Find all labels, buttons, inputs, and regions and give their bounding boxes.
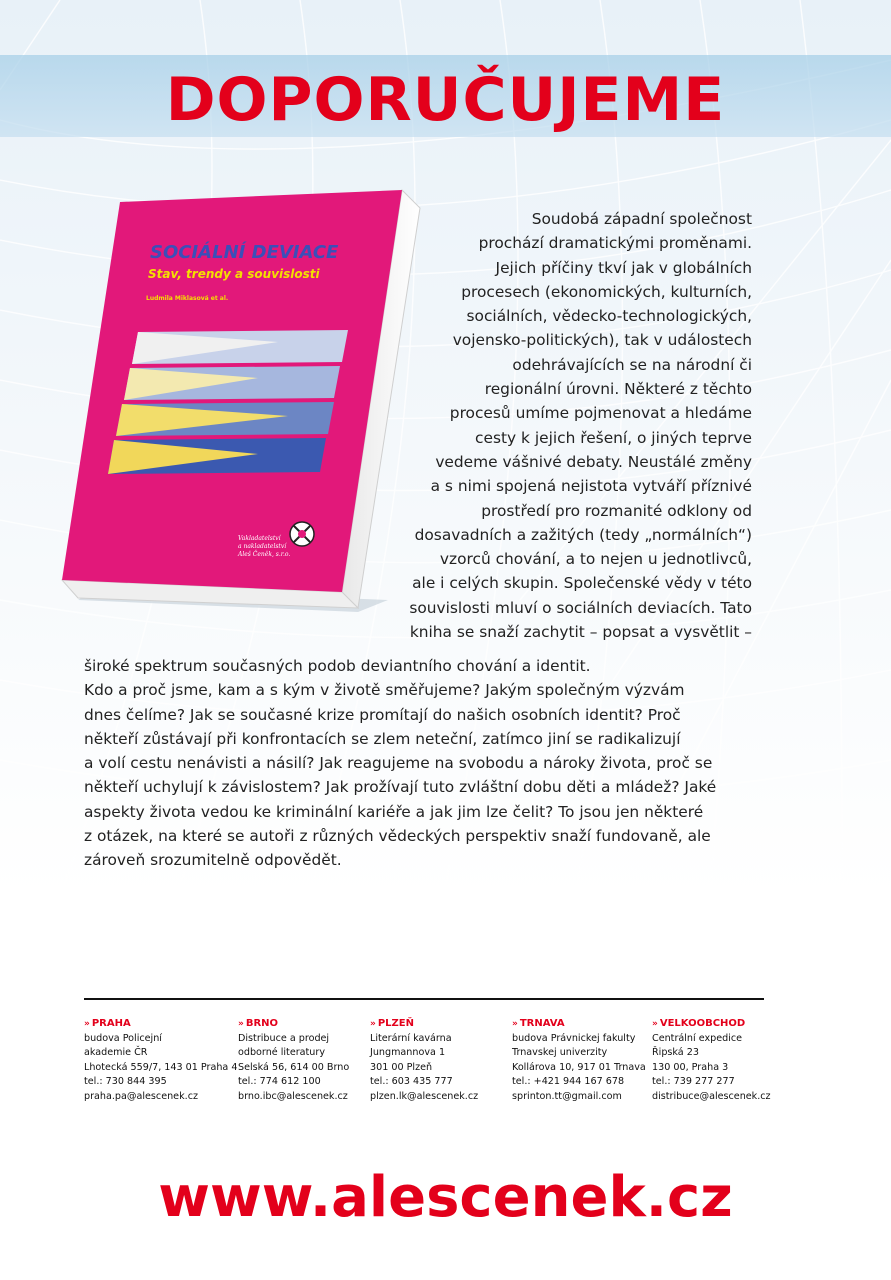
contact-line: Literární kavárna [370, 1032, 452, 1044]
contact-email[interactable]: praha.pa@alescenek.cz [84, 1090, 199, 1102]
book-title: SOCIÁLNÍ DEVIACE [150, 242, 339, 263]
description-line: a volí cestu nenávisti a násilí? Jak reagujeme na svobodu a nároky života, proč se [84, 754, 713, 773]
description-line: někteří zůstávají při konfrontacích se zlem neteční, zatímco jiní se radikalizují [84, 729, 681, 748]
contact-line: Jungmannova 1 [370, 1047, 446, 1058]
contact-line: 301 00 Plzeň [370, 1061, 433, 1073]
contact-email[interactable]: plzen.lk@alescenek.cz [370, 1090, 479, 1102]
description-line: dosavadních a zažitých (tedy „normálních“) [414, 525, 752, 544]
description-line: odehrávajících se na národní či [512, 355, 752, 374]
contact-velkoobchod [652, 1017, 771, 1104]
description-line: zároveň srozumitelně odpovědět. [84, 851, 342, 870]
description-line: prostředí pro rozmanité odklony od [481, 501, 752, 520]
description-line: vedeme vášnivé debaty. Neustálé změny [435, 452, 752, 471]
description-wrapped [380, 207, 752, 644]
contact-city: PLZEŇ [377, 1018, 414, 1029]
book-cover-image [58, 182, 428, 614]
contact-line: tel.: +421 944 167 678 [512, 1076, 625, 1087]
contact-line: tel.: 603 435 777 [370, 1076, 453, 1087]
contacts-divider [84, 998, 764, 1000]
chevron-right-icon: » [512, 1019, 518, 1029]
description-line: vojensko-politických), tak v událostech [452, 331, 752, 350]
description-line: Soudobá západní společnost [531, 210, 752, 228]
contact-line: odborné literatury [238, 1047, 326, 1058]
contact-line: budova Právnickej fakulty [512, 1032, 636, 1044]
description-line: kniha se snaží zachytit – popsat a vysvětlit – [409, 623, 752, 642]
description-line: a s nimi spojená nejistota vytváří příznivé [430, 477, 752, 496]
contact-line: budova Policejní [84, 1032, 162, 1044]
description-line: sociálních, vědecko-technologických, [466, 307, 752, 326]
contact-line: tel.: 730 844 395 [84, 1076, 167, 1087]
contact-city: PRAHA [91, 1018, 131, 1029]
contact-city: VELKOOBCHOD [659, 1018, 746, 1029]
book-authors: Ludmila Miklasová et al. [146, 295, 229, 302]
contact-line: Centrální expedice [652, 1032, 743, 1044]
website-link[interactable]: www.alescenek.cz [158, 1165, 733, 1230]
description-line: vzorců chování, a to nejen u jednotlivců, [439, 550, 752, 569]
contact-city: TRNAVA [519, 1018, 565, 1029]
publisher-logo-icon [290, 522, 314, 546]
description-full-width [84, 654, 756, 873]
description-line: dnes čelíme? Jak se současné krize promítají do našich osobních identit? Proč [84, 705, 681, 724]
description-line: aspekty života vedou ke kriminální kariéře a jak jim lze čelit? To jsou jen některé [84, 802, 704, 821]
contact-plzen [370, 1017, 478, 1104]
page-heading: DOPORUČUJEME [165, 65, 726, 135]
contact-line: Selská 56, 614 00 Brno [238, 1061, 350, 1073]
contact-email[interactable]: distribuce@alescenek.cz [652, 1090, 771, 1102]
chevron-right-icon: » [84, 1019, 90, 1029]
contact-line: Trnavskej univerzity [512, 1047, 608, 1058]
description-line: procesů umíme pojmenovat a hledáme [449, 404, 752, 423]
chevron-right-icon: » [238, 1019, 244, 1029]
contact-brno [238, 1017, 349, 1104]
description-line: široké spektrum současných podob deviantního chování a identit. [84, 657, 591, 675]
description-line: souvislosti mluví o sociálních deviacích. Tato [409, 598, 752, 617]
contact-line: akademie ČR [84, 1047, 148, 1058]
contact-line: Lhotecká 559/7, 143 01 Praha 4 [84, 1061, 238, 1073]
description-line: ale i celých skupin. Společenské vědy v této [412, 574, 752, 593]
book-subtitle: Stav, trendy a souvislosti [148, 267, 320, 281]
description-line: cesty k jejich řešení, o jiných teprve [475, 428, 752, 447]
contact-line: Distribuce a prodej [238, 1032, 330, 1044]
book-publisher-line-2: a nakladatelství [238, 543, 287, 550]
book-publisher-line-1: Vakladatelství [238, 535, 281, 542]
contact-line: Řipská 23 [652, 1047, 699, 1058]
contact-line: tel.: 774 612 100 [238, 1076, 321, 1087]
description-line: regionální úrovni. Některé z těchto [484, 380, 752, 399]
contact-trnava [512, 1017, 646, 1104]
contact-city: BRNO [245, 1018, 279, 1029]
description-line: Kdo a proč jsme, kam a s kým v životě směřujeme? Jakým společným výzvám [84, 681, 685, 700]
chevron-right-icon: » [652, 1019, 658, 1029]
contact-line: Kollárova 10, 917 01 Trnava [512, 1061, 646, 1073]
description-line: Jejich příčiny tkví jak v globálních [495, 258, 752, 277]
contact-praha [84, 1017, 237, 1104]
contact-line: 130 00, Praha 3 [652, 1061, 729, 1073]
chevron-right-icon: » [370, 1019, 376, 1029]
description-line: někteří uchylují k závislostem? Jak prožívají tuto zvláštní dobu děti a mládež? Jaké [84, 778, 717, 797]
description-line: prochází dramatickými proměnami. [478, 234, 752, 253]
contact-email[interactable]: sprinton.tt@gmail.com [512, 1090, 622, 1102]
contact-line: tel.: 739 277 277 [652, 1076, 735, 1087]
contact-email[interactable]: brno.ibc@alescenek.cz [238, 1090, 348, 1102]
description-line: z otázek, na které se autoři z různých vědeckých perspektiv snaží fundovaně, ale [84, 827, 711, 846]
description-line: procesech (ekonomických, kulturních, [461, 282, 752, 301]
book-publisher-line-3: Aleš Čeněk, s.r.o. [238, 551, 291, 558]
